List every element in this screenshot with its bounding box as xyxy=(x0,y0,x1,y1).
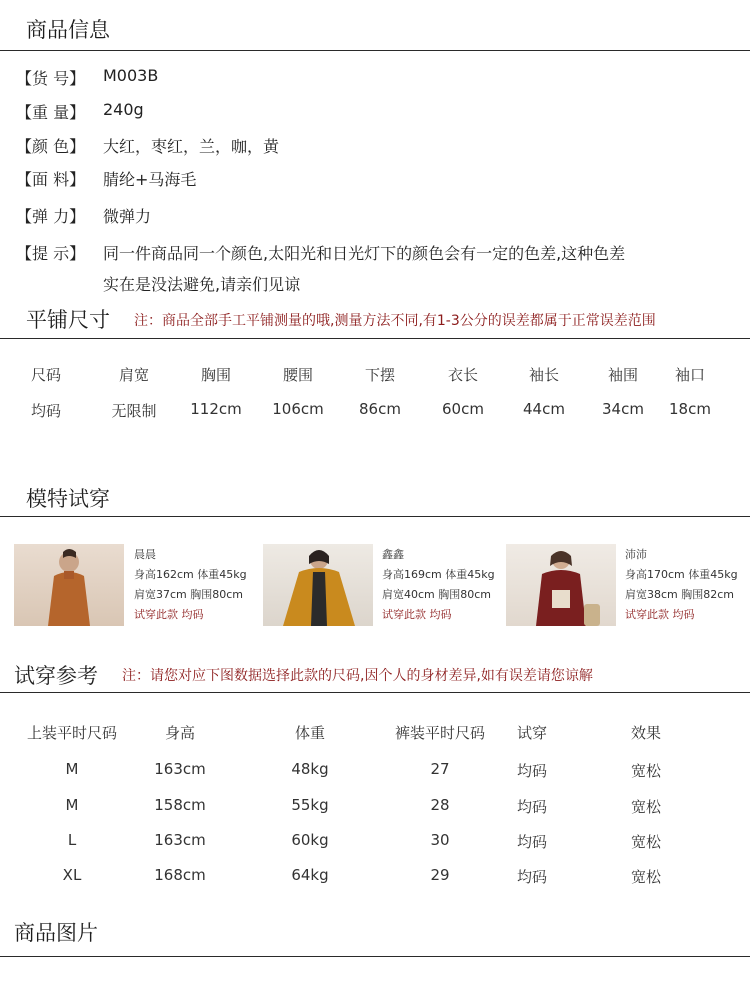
model-measure: 肩宽38cm 胸围82cm xyxy=(625,588,735,601)
try-header-cell: 效果 xyxy=(630,724,661,742)
size-header-cell: 尺码 xyxy=(30,366,61,384)
model-name: 鑫鑫 xyxy=(382,548,404,561)
try-table-cell: 30 xyxy=(430,831,450,849)
size-header-cell: 袖口 xyxy=(674,366,705,384)
try-table-cell: 28 xyxy=(430,796,450,814)
try-table-cell: M xyxy=(65,760,79,778)
size-header-cell: 腰围 xyxy=(282,366,313,384)
info-val-color: 大红，枣红，兰，咖，黄 xyxy=(103,137,280,156)
model-measure: 身高169cm 体重45kg xyxy=(382,568,495,581)
try-table-cell: 27 xyxy=(430,760,450,778)
info-val-tip-line2: 实在是没法避免,请亲们见谅 xyxy=(103,275,301,294)
model-info-1 xyxy=(134,545,247,625)
model-measure: 身高162cm 体重45kg xyxy=(134,568,247,581)
section-title-try-ref: 试穿参考 xyxy=(14,664,98,688)
try-header-cell: 身高 xyxy=(164,724,195,742)
info-val-fabric: 腈纶+马海毛 xyxy=(103,170,197,189)
try-table-cell: 158cm xyxy=(154,796,206,814)
try-table-cell: 55kg xyxy=(291,796,329,814)
try-table-cell: 宽松 xyxy=(630,762,661,780)
model-name: 沛沛 xyxy=(625,548,647,561)
try-table-cell: 宽松 xyxy=(630,798,661,816)
section-title-flat-size: 平铺尺寸 xyxy=(26,308,110,332)
info-key-sku: 【货 号】 xyxy=(16,69,86,88)
size-header-cell: 下摆 xyxy=(364,366,395,384)
size-value-cell: 44cm xyxy=(523,400,565,418)
model-info-2 xyxy=(382,545,495,625)
try-table-cell: 48kg xyxy=(291,760,329,778)
info-val-weight: 240g xyxy=(103,100,144,119)
info-key-fabric: 【面 料】 xyxy=(16,170,86,189)
model-measure: 身高170cm 体重45kg xyxy=(625,568,738,581)
try-header-cell: 裤装平时尺码 xyxy=(394,724,485,742)
size-value-cell: 34cm xyxy=(602,400,644,418)
info-key-weight: 【重 量】 xyxy=(16,103,86,122)
info-key-stretch: 【弹 力】 xyxy=(16,207,86,226)
try-table-cell: 163cm xyxy=(154,760,206,778)
section-title-model-tryon: 模特试穿 xyxy=(26,487,110,511)
size-value-cell: 112cm xyxy=(190,400,242,418)
try-table-cell: 均码 xyxy=(516,833,547,851)
divider xyxy=(0,516,750,517)
size-header-cell: 袖围 xyxy=(607,366,638,384)
model-name: 晨晨 xyxy=(134,548,156,561)
try-table-cell: XL xyxy=(62,866,82,884)
size-value-cell: 均码 xyxy=(30,402,61,420)
try-table-cell: 均码 xyxy=(516,798,547,816)
try-header-cell: 体重 xyxy=(294,724,325,742)
try-table-cell: 60kg xyxy=(291,831,329,849)
model-tryon-link[interactable]: 试穿此款 均码 xyxy=(625,608,695,621)
size-header-cell: 衣长 xyxy=(447,366,478,384)
model-photo-1 xyxy=(14,544,124,626)
model-figure-3 xyxy=(506,544,616,626)
info-val-tip: 同一件商品同一个颜色,太阳光和日光灯下的颜色会有一定的色差,这种色差 xyxy=(103,244,626,263)
size-value-cell: 86cm xyxy=(359,400,401,418)
info-key-color: 【颜 色】 xyxy=(16,137,86,156)
info-val-sku: M003B xyxy=(103,66,159,85)
try-table-cell: M xyxy=(65,796,79,814)
divider xyxy=(0,956,750,957)
size-header-cell: 肩宽 xyxy=(118,366,149,384)
section-title-product-images: 商品图片 xyxy=(14,921,98,945)
try-header-cell: 上装平时尺码 xyxy=(26,724,117,742)
model-tryon-link[interactable]: 试穿此款 均码 xyxy=(134,608,204,621)
try-table-cell: 29 xyxy=(430,866,450,884)
info-val-stretch: 微弹力 xyxy=(103,207,152,226)
size-header-cell: 袖长 xyxy=(528,366,559,384)
try-ref-note: 注：请您对应下图数据选择此款的尺码,因个人的身材差异,如有误差请您谅解 xyxy=(122,668,593,684)
size-value-cell: 18cm xyxy=(669,400,711,418)
model-figure-2 xyxy=(263,544,373,626)
try-table-cell: 64kg xyxy=(291,866,329,884)
model-photo-2 xyxy=(263,544,373,626)
flat-size-note: 注：商品全部手工平铺测量的哦,测量方法不同,有1-3公分的误差都属于正常误差范围 xyxy=(134,313,656,329)
size-value-cell: 60cm xyxy=(442,400,484,418)
try-table-cell: 宽松 xyxy=(630,833,661,851)
try-table-cell: 均码 xyxy=(516,868,547,886)
divider xyxy=(0,338,750,339)
model-figure-1 xyxy=(14,544,124,626)
divider xyxy=(0,692,750,693)
divider xyxy=(0,50,750,51)
model-measure: 肩宽40cm 胸围80cm xyxy=(382,588,492,601)
try-table-cell: 均码 xyxy=(516,762,547,780)
info-key-tip: 【提 示】 xyxy=(16,244,86,263)
model-measure: 肩宽37cm 胸围80cm xyxy=(134,588,244,601)
size-header-cell: 胸围 xyxy=(200,366,231,384)
try-table-cell: 168cm xyxy=(154,866,206,884)
size-value-cell: 无限制 xyxy=(111,402,157,420)
model-info-3 xyxy=(625,545,738,625)
size-value-cell: 106cm xyxy=(272,400,324,418)
try-table-cell: 宽松 xyxy=(630,868,661,886)
try-table-cell: L xyxy=(67,831,77,849)
section-title-product-info: 商品信息 xyxy=(26,18,110,42)
model-tryon-link[interactable]: 试穿此款 均码 xyxy=(382,608,452,621)
try-header-cell: 试穿 xyxy=(516,724,547,742)
model-photo-3 xyxy=(506,544,616,626)
try-table-cell: 163cm xyxy=(154,831,206,849)
